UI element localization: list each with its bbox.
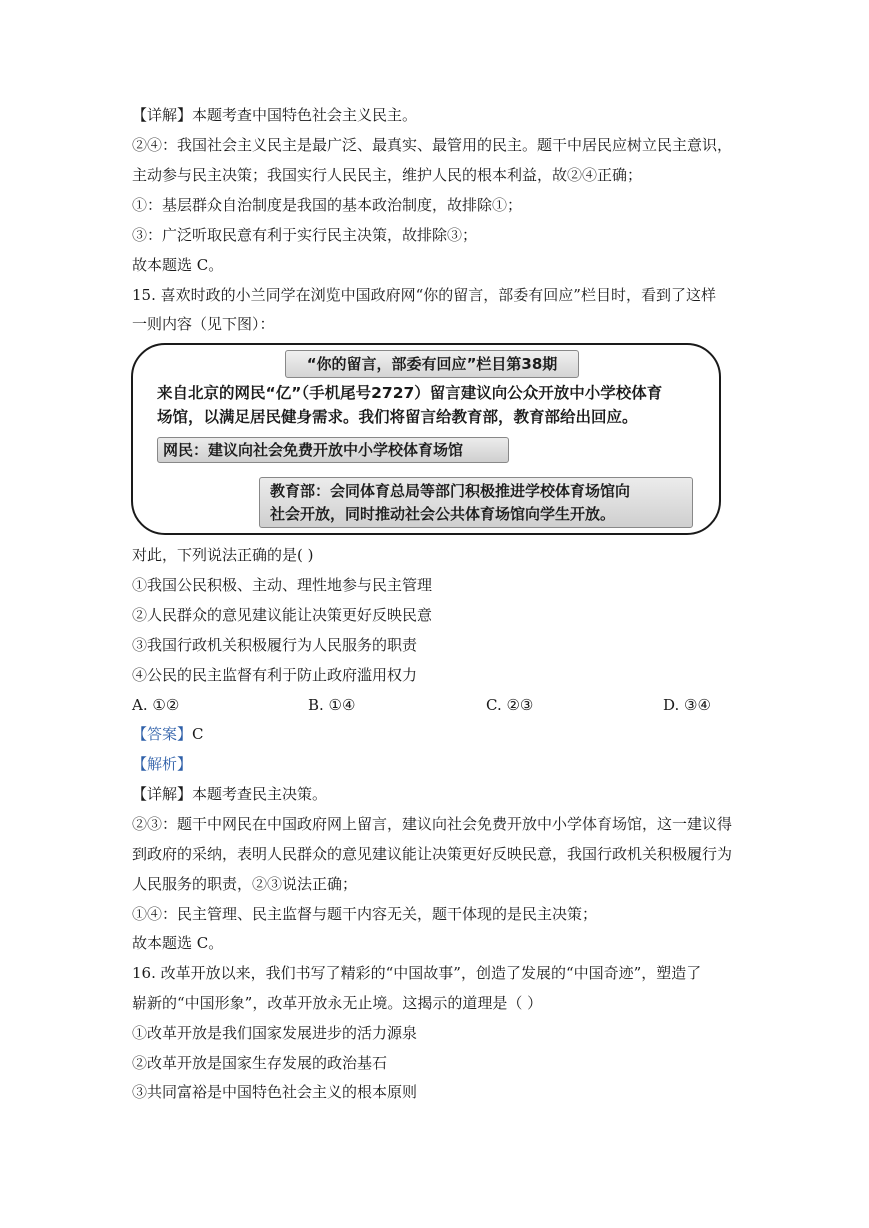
question-15-statement: ④公民的民主监督有利于防止政府滥用权力: [132, 666, 418, 684]
option-b: B. ①④: [308, 696, 356, 714]
question-16-statement: ①改革开放是我们国家发展进步的活力源泉: [132, 1024, 418, 1042]
question-15-stem: 15. 喜欢时政的小兰同学在浏览中国政府网“你的留言，部委有回应”栏目时，看到了这样: [132, 286, 716, 304]
explanation-line: ①④：民主管理、民主监督与题干内容无关，题干体现的是民主决策；: [132, 905, 598, 923]
ministry-reply-line: 社会开放，同时推动社会公共体育场馆向学生开放。: [270, 505, 616, 523]
question-16-statement: ③共同富裕是中国特色社会主义的根本原则: [132, 1083, 418, 1101]
option-a: A. ①②: [132, 696, 180, 714]
explanation-line: ②③：题干中网民在中国政府网上留言，建议向社会免费开放中小学体育场馆，这一建议得: [132, 815, 733, 833]
answer-label: 【答案】: [132, 725, 193, 743]
explanation-line: 人民服务的职责，②③说法正确；: [132, 875, 358, 893]
figure-intro: [157, 381, 707, 429]
explanation-conclusion: 故本题选 C。: [132, 934, 224, 952]
question-16-statement: ②改革开放是国家生存发展的政治基石: [132, 1054, 388, 1072]
figure-title: “你的留言，部委有回应”栏目第38期: [285, 350, 579, 378]
explanation-line: ①：基层群众自治制度是我国的基本政治制度，故排除①；: [132, 196, 523, 214]
analysis-label: 【解析】: [132, 755, 193, 773]
explanation-conclusion: 故本题选 C。: [132, 256, 224, 274]
figure-intro-line: 来自北京的网民“亿”（手机尾号2727）留言建议向公众开放中小学校体育: [157, 384, 663, 402]
explanation-line: 到政府的采纳，表明人民群众的意见建议能让决策更好反映民意，我国行政机关积极履行为: [132, 845, 733, 863]
ministry-reply-box: [259, 477, 693, 528]
explanation-detail-heading: 【详解】本题考查民主决策。: [132, 785, 328, 803]
ministry-reply-line: 教育部：会同体育总局等部门积极推进学校体育场馆向: [270, 482, 631, 500]
explanation-line: ②④：我国社会主义民主是最广泛、最真实、最管用的民主。题干中居民应树立民主意识，: [132, 136, 733, 154]
explanation-detail-heading: 【详解】本题考查中国特色社会主义民主。: [132, 106, 418, 124]
question-16-stem: 16. 改革开放以来，我们书写了精彩的“中国故事”，创造了发展的“中国奇迹”，塑造了: [132, 964, 702, 982]
figure-intro-line: 场馆，以满足居民健身需求。我们将留言给教育部，教育部给出回应。: [157, 408, 638, 426]
question-15-stem: 一则内容（见下图）：: [132, 315, 275, 333]
answer-value: C: [192, 725, 204, 743]
question-15-statement: ③我国行政机关积极履行为人民服务的职责: [132, 636, 418, 654]
question-15-prompt: 对此，下列说法正确的是( ): [132, 546, 314, 564]
question-16-stem: 崭新的“中国形象”，改革开放永无止境。这揭示的道理是（ ）: [132, 994, 543, 1012]
question-15-statement: ②人民群众的意见建议能让决策更好反映民意: [132, 606, 433, 624]
question-15-statement: ①我国公民积极、主动、理性地参与民主管理: [132, 576, 433, 594]
explanation-line: ③：广泛听取民意有利于实行民主决策，故排除③；: [132, 226, 478, 244]
option-c: C. ②③: [486, 696, 534, 714]
netizen-message-box: 网民：建议向社会免费开放中小学校体育场馆: [157, 437, 509, 463]
explanation-line: 主动参与民主决策；我国实行人民民主，维护人民的根本利益，故②④正确；: [132, 166, 643, 184]
message-board-figure: [131, 343, 721, 535]
option-d: D. ③④: [663, 696, 711, 714]
answer-line: [132, 724, 204, 744]
